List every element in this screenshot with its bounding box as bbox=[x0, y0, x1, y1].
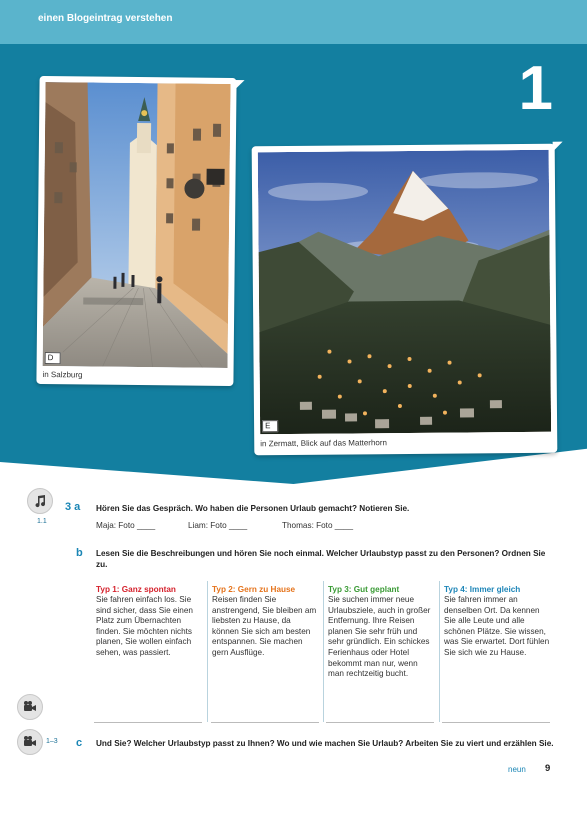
type-description: Sie fahren immer an denselben Ort. Da kennen Sie alle Leute und alle schönen Plätze. Sie wissen, was Sie erwartet. Dort fühlen Sie sich wie zu Hause. bbox=[444, 595, 550, 657]
zermatt-photo bbox=[258, 150, 551, 435]
answer-line[interactable] bbox=[94, 722, 202, 723]
type-description: Sie suchen immer neue Urlaubsziele, auch in großer Entfernung. Ihre Reisen planen Sie sehr früh und sehr gründlich. Ein schickes Ferienhaus oder Hotel bekommt man nur, wenn man rechtzeitig bucht. bbox=[328, 595, 431, 679]
video-range: 1–3 bbox=[46, 738, 58, 745]
exercise-3c-instruction: Und Sie? Welcher Urlaubstyp passt zu Ihnen? Wo und wie machen Sie Urlaub? Arbeiten Sie zu viert und erzählen Sie. bbox=[96, 739, 554, 748]
travel-type-4 bbox=[440, 581, 555, 722]
section-title: einen Blogeintrag verstehen bbox=[38, 13, 173, 24]
exercise-3a-instruction: Hören Sie das Gespräch. Wo haben die Personen Urlaub gemacht? Notieren Sie. bbox=[96, 504, 410, 513]
fill-item-thomas: Thomas: Foto ____ bbox=[282, 521, 353, 530]
page-word: neun bbox=[508, 765, 526, 774]
exercise-3b-instruction: Lesen Sie die Beschreibungen und hören Sie noch einmal. Welcher Urlaubstyp passt zu den Personen? Ordnen Sie zu. bbox=[96, 549, 546, 569]
travel-type-1 bbox=[91, 581, 208, 722]
travel-type-columns bbox=[91, 581, 555, 722]
video-icon[interactable] bbox=[17, 694, 43, 720]
exercise-letter: c bbox=[76, 737, 83, 749]
audio-icon[interactable] bbox=[27, 488, 53, 514]
photo-caption: in Zermatt, Blick auf das Matterhorn bbox=[260, 438, 388, 449]
photo-card-zermatt bbox=[252, 144, 558, 456]
type-title: Typ 1: Ganz spontan bbox=[96, 585, 176, 594]
type-title: Typ 2: Gern zu Hause bbox=[212, 585, 296, 594]
fill-item-liam: Liam: Foto ____ bbox=[188, 521, 248, 530]
photo-card-salzburg bbox=[36, 76, 236, 386]
audio-track-number: 1.1 bbox=[37, 518, 47, 525]
type-title: Typ 3: Gut geplant bbox=[328, 585, 400, 594]
page-number: 9 bbox=[545, 763, 551, 774]
travel-type-3 bbox=[324, 581, 440, 722]
answer-line[interactable] bbox=[442, 722, 550, 723]
exercise-letter: b bbox=[76, 547, 83, 559]
video-icon[interactable] bbox=[17, 729, 43, 755]
unit-number: 1 bbox=[518, 54, 553, 123]
answer-line[interactable] bbox=[326, 722, 434, 723]
type-description: Sie fahren einfach los. Sie sind sicher, dass Sie einen Platz zum Übernachten finden. Sie möchten nichts planen, Sie wollen einfach sehen, was passiert. bbox=[96, 595, 193, 657]
photo-letter: D bbox=[45, 352, 61, 364]
photo-letter: E bbox=[262, 420, 278, 432]
photo-caption: in Salzburg bbox=[42, 370, 83, 380]
exercise-number: 3 a bbox=[65, 501, 81, 513]
type-description: Reisen finden Sie anstrengend, Sie bleiben am liebsten zu Hause, da können Sie sich am besten entspannen. Sie machen gern Ausflüge. bbox=[212, 595, 317, 657]
answer-line[interactable] bbox=[211, 722, 319, 723]
travel-type-2 bbox=[208, 581, 324, 722]
fill-item-maja: Maja: Foto ____ bbox=[96, 521, 156, 530]
type-title: Typ 4: Immer gleich bbox=[444, 585, 521, 594]
salzburg-photo bbox=[43, 82, 231, 368]
top-bar bbox=[0, 0, 587, 44]
